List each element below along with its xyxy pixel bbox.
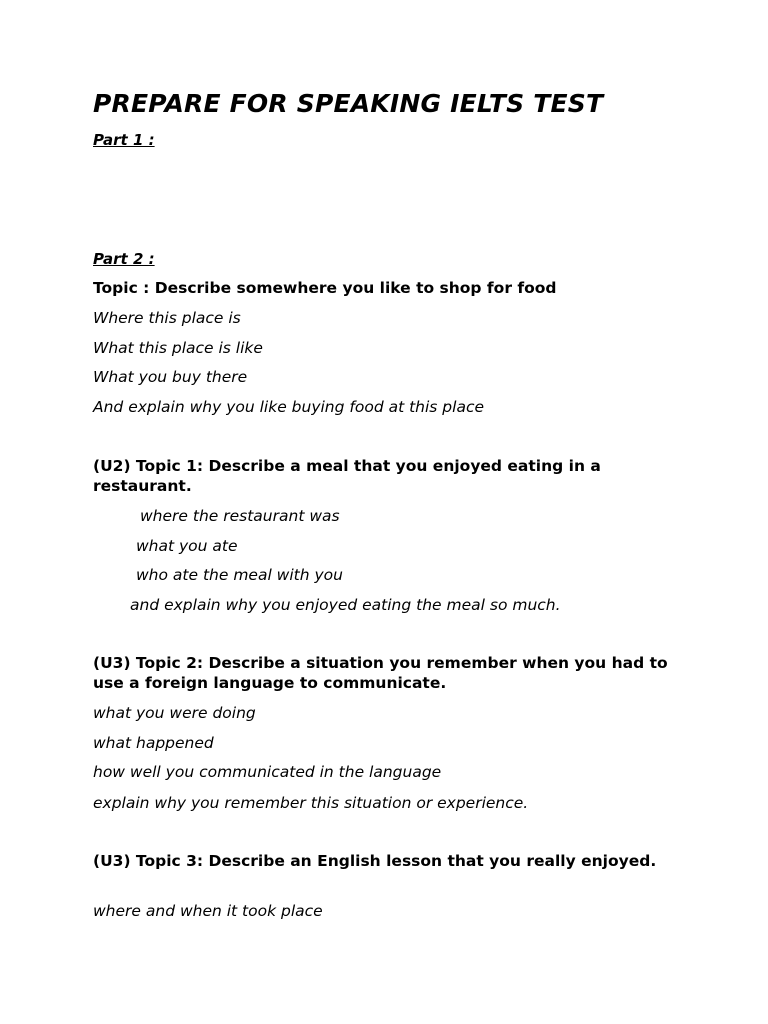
part-2-cue-3: What you buy there [93, 368, 248, 386]
u2-topic-1-cue-4: and explain why you enjoyed eating the meal so much. [130, 596, 561, 614]
part-2-cue-1: Where this place is [93, 309, 241, 327]
u3-topic-2-heading: (U3) Topic 2: Describe a situation you remember when you had to use a foreign language to communicate. [93, 654, 668, 692]
part-2-cue-2: What this place is like [93, 339, 263, 357]
u2-topic-1-cue-2: what you ate [136, 537, 238, 555]
u3-topic-3-cue-1: where and when it took place [93, 902, 323, 920]
page-title: PREPARE FOR SPEAKING IELTS TEST [93, 89, 604, 118]
u3-topic-2-cue-1: what you were doing [93, 704, 256, 722]
u3-topic-2-cue-2: what happened [93, 734, 214, 752]
part-2-cue-4: And explain why you like buying food at this place [93, 398, 484, 416]
u2-topic-1-cue-1: where the restaurant was [140, 507, 340, 525]
u2-topic-1-cue-3: who ate the meal with you [136, 566, 343, 584]
u3-topic-3-heading: (U3) Topic 3: Describe an English lesson that you really enjoyed. [93, 852, 657, 870]
u3-topic-2-cue-3: how well you communicated in the language [93, 763, 442, 781]
u3-topic-2-cue-4: explain why you remember this situation or experience. [93, 794, 529, 812]
part-2-topic: Topic : Describe somewhere you like to shop for food [93, 279, 557, 297]
u2-topic-1-heading: (U2) Topic 1: Describe a meal that you enjoyed eating in a restaurant. [93, 457, 601, 495]
part-1-heading: Part 1 : [93, 131, 155, 149]
part-2-heading: Part 2 : [93, 250, 155, 268]
